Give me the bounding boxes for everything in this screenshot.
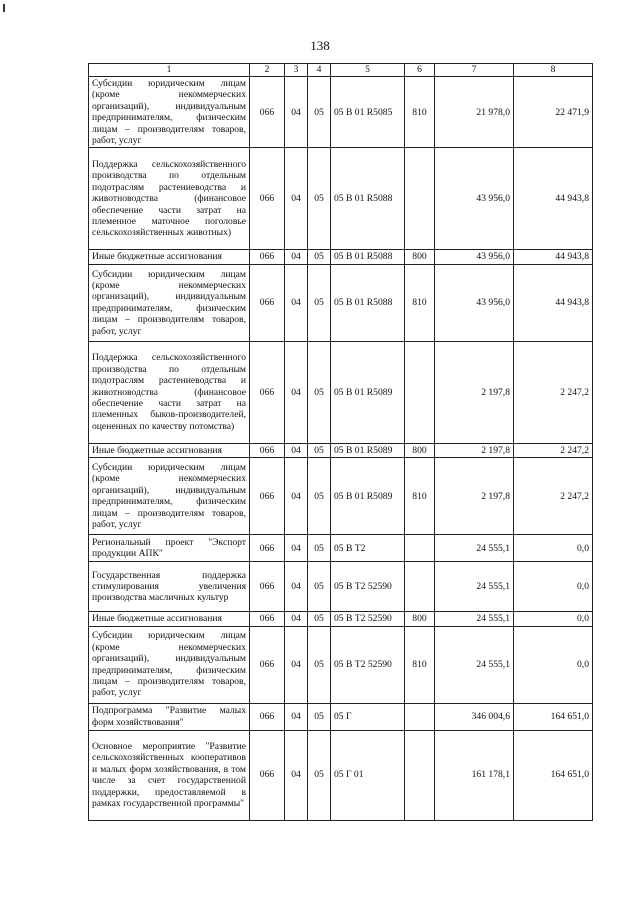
table-row	[89, 250, 593, 264]
table-row	[89, 562, 593, 612]
row-name: Государственная поддержка стимулирования увеличения производства масличных культур	[89, 562, 250, 612]
row-code-3: 04	[285, 535, 308, 562]
row-value-7: 24 555,1	[435, 626, 514, 703]
row-value-8: 44 943,8	[514, 264, 593, 341]
row-code-4: 05	[308, 535, 331, 562]
row-code-2: 066	[250, 148, 285, 250]
table-row	[89, 341, 593, 443]
row-code-5: 05 Г 01	[331, 730, 405, 820]
row-code-3: 04	[285, 626, 308, 703]
row-code-4: 05	[308, 612, 331, 626]
row-value-7: 24 555,1	[435, 535, 514, 562]
row-code-3: 04	[285, 562, 308, 612]
table-row	[89, 443, 593, 457]
table-row	[89, 458, 593, 535]
row-name: Подпрограмма "Развитие малых форм хозяйствования"	[89, 703, 250, 730]
row-code-4: 05	[308, 148, 331, 250]
table-row	[89, 703, 593, 730]
row-value-8: 0,0	[514, 612, 593, 626]
header-col-4: 4	[308, 64, 331, 77]
table-row	[89, 77, 593, 148]
row-value-7: 24 555,1	[435, 562, 514, 612]
row-code-2: 066	[250, 626, 285, 703]
row-code-4: 05	[308, 77, 331, 148]
table-row	[89, 612, 593, 626]
row-code-6	[405, 148, 435, 250]
row-value-8: 2 247,2	[514, 443, 593, 457]
row-code-2: 066	[250, 562, 285, 612]
row-code-5: 05 В 01 R5089	[331, 341, 405, 443]
row-name: Субсидии юридическим лицам (кроме некоммерческих организаций), индивидуальным предпринимателям, физическим лицам – производителям товаров, работ, услуг	[89, 264, 250, 341]
table-row	[89, 148, 593, 250]
row-code-4: 05	[308, 730, 331, 820]
row-value-7: 2 197,8	[435, 443, 514, 457]
row-value-8: 164 651,0	[514, 730, 593, 820]
row-value-7: 161 178,1	[435, 730, 514, 820]
row-code-2: 066	[250, 341, 285, 443]
row-code-4: 05	[308, 250, 331, 264]
row-value-7: 346 004,6	[435, 703, 514, 730]
row-code-3: 04	[285, 264, 308, 341]
header-col-2: 2	[250, 64, 285, 77]
row-code-4: 05	[308, 626, 331, 703]
row-code-6	[405, 703, 435, 730]
row-code-4: 05	[308, 443, 331, 457]
row-code-2: 066	[250, 77, 285, 148]
row-value-8: 22 471,9	[514, 77, 593, 148]
row-code-3: 04	[285, 250, 308, 264]
row-code-5: 05 В 01 R5088	[331, 250, 405, 264]
row-code-5: 05 В Т2 52590	[331, 626, 405, 703]
row-value-8: 2 247,2	[514, 458, 593, 535]
row-value-7: 2 197,8	[435, 341, 514, 443]
row-code-3: 04	[285, 458, 308, 535]
row-code-5: 05 В 01 R5088	[331, 264, 405, 341]
row-value-7: 21 978,0	[435, 77, 514, 148]
row-code-6: 810	[405, 77, 435, 148]
row-code-3: 04	[285, 612, 308, 626]
row-value-8: 164 651,0	[514, 703, 593, 730]
row-code-2: 066	[250, 264, 285, 341]
row-code-6: 800	[405, 250, 435, 264]
header-row	[89, 64, 593, 77]
row-name: Субсидии юридическим лицам (кроме некоммерческих организаций), индивидуальным предпринимателям, физическим лицам – производителям товаров, работ, услуг	[89, 458, 250, 535]
row-value-7: 43 956,0	[435, 250, 514, 264]
table-row	[89, 626, 593, 703]
row-value-8: 0,0	[514, 562, 593, 612]
row-code-5: 05 В 01 R5089	[331, 443, 405, 457]
row-name: Поддержка сельскохозяйственного производства по отдельным подотраслям растениеводства и животноводства (финансовое обеспечение части затрат на племенное маточное поголовье сельскохозяйственных животных)	[89, 148, 250, 250]
row-value-8: 44 943,8	[514, 250, 593, 264]
header-col-7: 7	[435, 64, 514, 77]
row-code-2: 066	[250, 458, 285, 535]
row-name: Поддержка сельскохозяйственного производства по отдельным подотраслям растениеводства и животноводства (финансовое обеспечение части затрат на племенных быков-производителей, оцененных по качеству потомства)	[89, 341, 250, 443]
row-code-5: 05 В 01 R5085	[331, 77, 405, 148]
row-code-5: 05 В 01 R5089	[331, 458, 405, 535]
row-code-2: 066	[250, 703, 285, 730]
row-name: Иные бюджетные ассигнования	[89, 612, 250, 626]
row-code-4: 05	[308, 458, 331, 535]
row-code-3: 04	[285, 341, 308, 443]
row-code-4: 05	[308, 562, 331, 612]
row-name: Основное мероприятие "Развитие сельскохозяйственных кооперативов и малых форм хозяйствования, в том числе за счет государственной поддержки, предоставляемой в рамках государственной программы"	[89, 730, 250, 820]
scan-mark	[3, 4, 5, 12]
header-col-1: 1	[89, 64, 250, 77]
row-code-6: 800	[405, 443, 435, 457]
row-code-2: 066	[250, 730, 285, 820]
row-code-6: 810	[405, 458, 435, 535]
row-code-2: 066	[250, 443, 285, 457]
row-code-4: 05	[308, 341, 331, 443]
row-code-2: 066	[250, 612, 285, 626]
row-code-4: 05	[308, 703, 331, 730]
row-value-7: 43 956,0	[435, 264, 514, 341]
row-value-8: 0,0	[514, 626, 593, 703]
row-value-7: 24 555,1	[435, 612, 514, 626]
row-code-6	[405, 562, 435, 612]
table-row	[89, 730, 593, 820]
row-code-6	[405, 341, 435, 443]
row-code-6	[405, 535, 435, 562]
row-value-8: 2 247,2	[514, 341, 593, 443]
row-code-3: 04	[285, 148, 308, 250]
header-col-3: 3	[285, 64, 308, 77]
row-value-7: 43 956,0	[435, 148, 514, 250]
row-name: Субсидии юридическим лицам (кроме некоммерческих организаций), индивидуальным предпринимателям, физическим лицам – производителям товаров, работ, услуг	[89, 77, 250, 148]
row-code-5: 05 В Т2 52590	[331, 612, 405, 626]
row-code-2: 066	[250, 250, 285, 264]
row-code-3: 04	[285, 730, 308, 820]
page-number: 138	[310, 38, 330, 53]
row-code-6: 810	[405, 264, 435, 341]
row-code-5: 05 В Т2 52590	[331, 562, 405, 612]
row-code-5: 05 В Т2	[331, 535, 405, 562]
row-name: Субсидии юридическим лицам (кроме некоммерческих организаций), индивидуальным предпринимателям, физическим лицам – производителям товаров, работ, услуг	[89, 626, 250, 703]
row-code-6: 810	[405, 626, 435, 703]
row-value-8: 0,0	[514, 535, 593, 562]
row-code-3: 04	[285, 77, 308, 148]
row-code-3: 04	[285, 443, 308, 457]
header-col-6: 6	[405, 64, 435, 77]
row-code-5: 05 В 01 R5088	[331, 148, 405, 250]
header-col-5: 5	[331, 64, 405, 77]
table-row	[89, 535, 593, 562]
header-col-8: 8	[514, 64, 593, 77]
row-code-6	[405, 730, 435, 820]
row-name: Иные бюджетные ассигнования	[89, 443, 250, 457]
row-code-3: 04	[285, 703, 308, 730]
row-code-4: 05	[308, 264, 331, 341]
row-name: Региональный проект "Экспорт продукции АПК"	[89, 535, 250, 562]
row-code-5: 05 Г	[331, 703, 405, 730]
budget-table	[88, 63, 593, 821]
row-value-8: 44 943,8	[514, 148, 593, 250]
row-name: Иные бюджетные ассигнования	[89, 250, 250, 264]
row-code-6: 800	[405, 612, 435, 626]
row-value-7: 2 197,8	[435, 458, 514, 535]
row-code-2: 066	[250, 535, 285, 562]
table-row	[89, 264, 593, 341]
